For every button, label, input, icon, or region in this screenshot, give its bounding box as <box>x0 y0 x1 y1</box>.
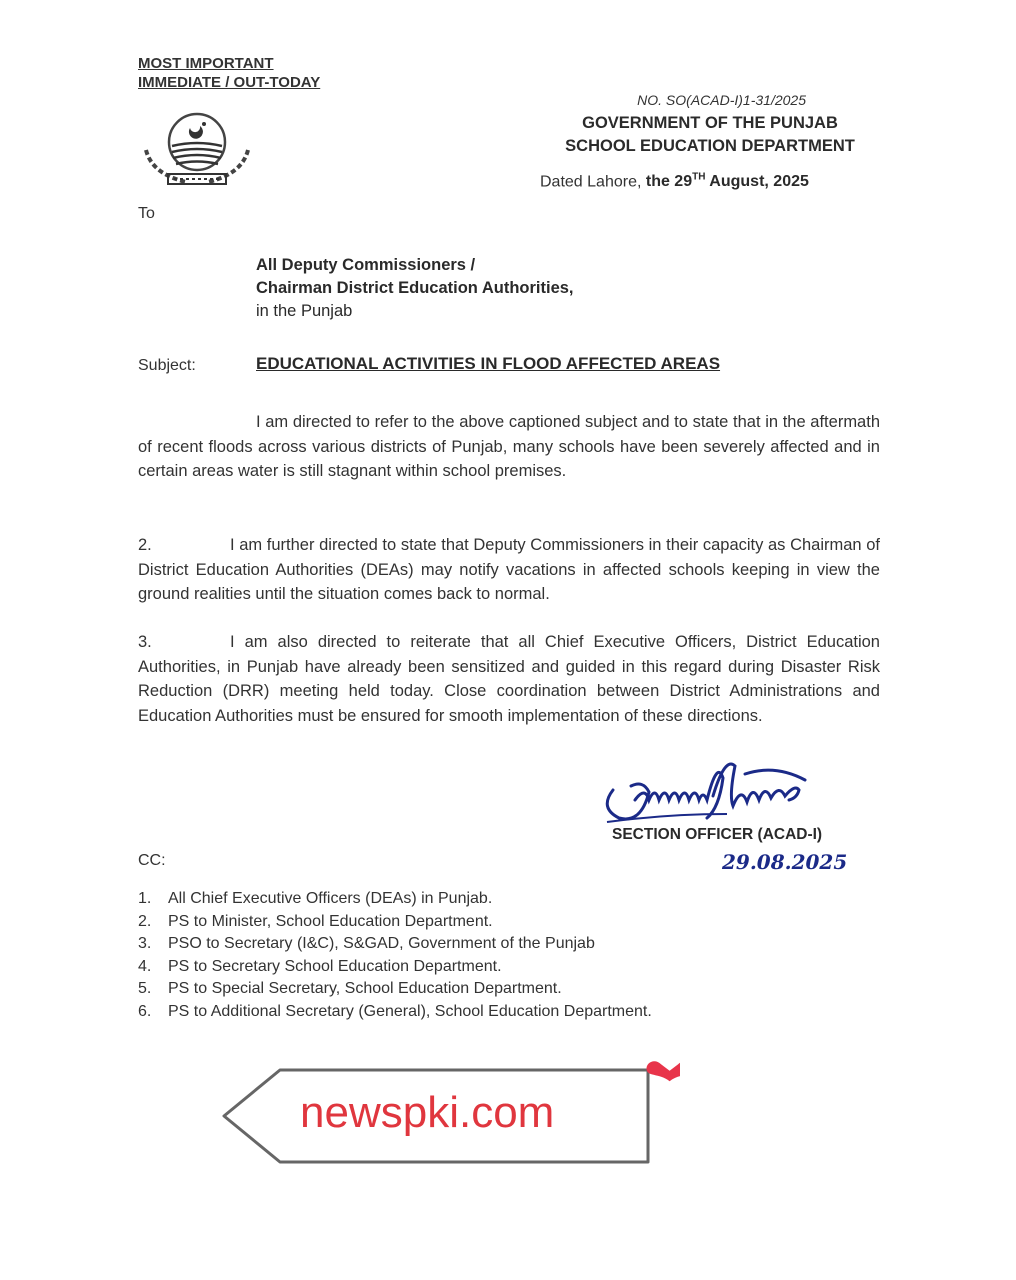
addressee-line-3: in the Punjab <box>256 302 353 320</box>
date-superscript: TH <box>692 172 706 183</box>
addressee-line-2: Chairman District Education Authorities, <box>256 279 574 297</box>
department-title: SCHOOL EDUCATION DEPARTMENT <box>565 137 855 155</box>
paragraph-3 <box>138 630 880 728</box>
paragraph-2-number: 2. <box>138 536 152 554</box>
cc-item: 3. PSO to Secretary (I&C), S&GAD, Government of the Punjab <box>138 935 595 952</box>
subject-text: EDUCATIONAL ACTIVITIES IN FLOOD AFFECTED AREAS <box>256 354 721 373</box>
subject-label: Subject: <box>138 357 196 374</box>
paragraph-2-text: I am further directed to state that Deputy Commissioners in their capacity as Chairman of District Education Authorities (DEAs) may notify vacations in affected schools keeping in view the ground realities until the situation comes back to normal. <box>138 536 880 603</box>
paragraph-3-number: 3. <box>138 633 152 651</box>
punjab-emblem-logo <box>140 110 255 192</box>
reference-number: NO. SO(ACAD-I)1-31/2025 <box>637 92 806 108</box>
cc-item: 6. PS to Additional Secretary (General), School Education Department. <box>138 1002 652 1020</box>
cc-label: CC: <box>138 852 166 869</box>
priority-most-important: MOST IMPORTANT <box>138 55 274 72</box>
signatory-designation: SECTION OFFICER (ACAD-I) <box>612 826 823 843</box>
paragraph-2 <box>138 533 880 607</box>
department-header <box>520 112 900 158</box>
watermark-site-text[interactable]: newspki.com <box>300 1088 555 1137</box>
cc-item: 4. PS to Secretary School Education Department. <box>138 957 502 975</box>
priority-markers <box>138 54 320 92</box>
cc-item: 5. PS to Special Secretary, School Education Department. <box>138 980 562 997</box>
cc-item: 2. PS to Minister, School Education Department. <box>138 912 493 930</box>
paragraph-3-text: I am also directed to reiterate that all Chief Executive Officers, District Education Authorities, in Punjab have already been sensitized and guided in this regard during Disaster Risk Reduction (DRR) meeting held today. Close coordination between District Administrations and Education Authorities must be ensured for smooth implementation of these directions. <box>138 633 880 725</box>
addressee-block <box>256 254 574 323</box>
priority-immediate: IMMEDIATE / OUT-TODAY <box>138 74 321 91</box>
letter-date <box>540 172 809 191</box>
cc-list <box>138 888 652 1023</box>
addressee-line-1: All Deputy Commissioners / <box>256 256 476 274</box>
paragraph-1: I am directed to refer to the above captioned subject and to state that in the aftermath of recent floods across various districts of Punjab, many schools have been severely affected and in certain areas water is still stagnant within school premises. <box>138 413 880 480</box>
government-title: GOVERNMENT OF THE PUNJAB <box>582 114 838 132</box>
heart-icon <box>647 1061 681 1081</box>
date-prefix: Dated Lahore, <box>540 173 646 191</box>
date-suffix: August, 2025 <box>705 173 809 191</box>
to-label: To <box>138 205 155 222</box>
date-value: the 29 <box>645 173 693 191</box>
cc-item: 1. All Chief Executive Officers (DEAs) in Punjab. <box>138 890 493 907</box>
signature-date: 29.08.2025 <box>722 850 848 874</box>
